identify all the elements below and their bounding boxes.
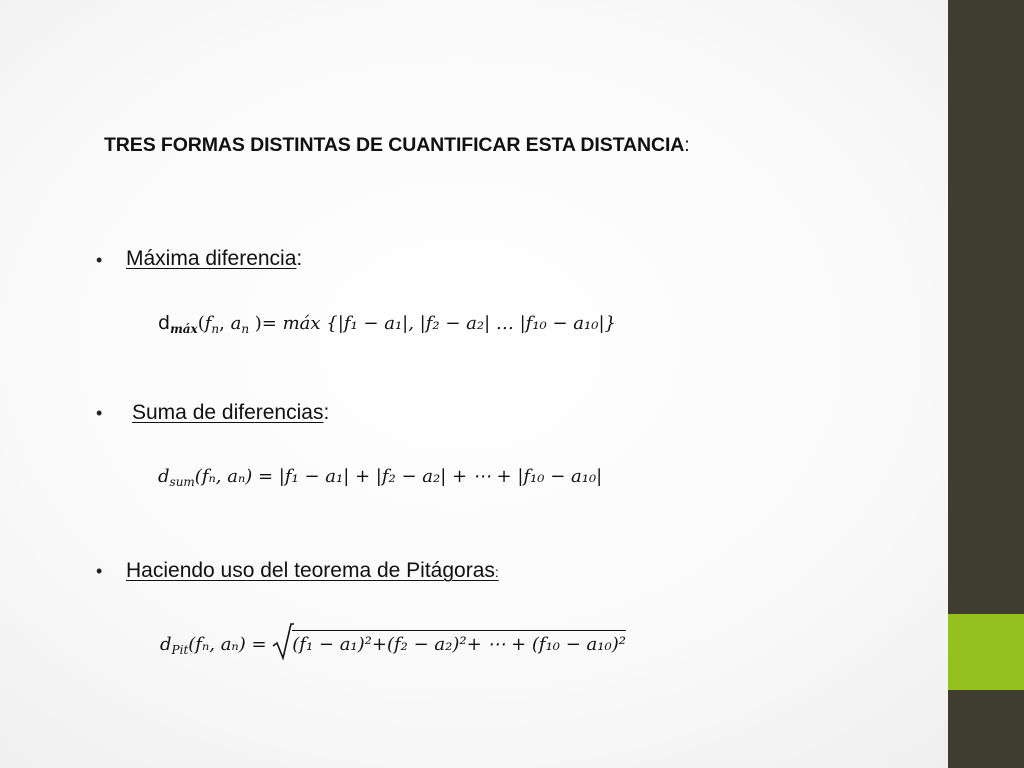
- formula-maxima-paren: (: [197, 313, 205, 334]
- accent-block: [948, 614, 1024, 690]
- bullet-suma: •: [96, 403, 103, 423]
- formula-suma-sub: sum: [169, 475, 195, 489]
- formula-pitagoras-radicand: (f₁ − a₁)²+(f₂ − a₂)²+ ⋯ + (f₁₀ − a₁₀)²: [292, 634, 626, 655]
- item-pitagoras: [126, 559, 499, 583]
- item-maxima-title: Máxima diferencia: [126, 247, 297, 270]
- formula-maxima-body: {|f₁ − a₁|, |f₂ − a₂| … |f₁₀ − a₁₀|}: [326, 313, 616, 334]
- formula-maxima-sub: máx: [170, 322, 198, 336]
- item-suma-suffix: :: [323, 401, 330, 424]
- formula-maxima-d: d: [158, 312, 171, 334]
- item-pitagoras-title: Haciendo uso del teorema de Pitágoras: [126, 559, 495, 582]
- item-maxima-diferencia: [126, 247, 302, 271]
- formula-pitagoras: [160, 630, 626, 655]
- formula-pitagoras-lhs: (fₙ, aₙ) =: [188, 634, 273, 655]
- formula-suma: [158, 466, 602, 487]
- formula-maxima-f: f: [204, 313, 212, 334]
- formula-pitagoras-d: d: [160, 634, 172, 655]
- bullet-pitagoras: •: [96, 561, 103, 581]
- formula-pitagoras-sub: Pit: [171, 643, 189, 657]
- item-suma-diferencias: [132, 401, 329, 425]
- formula-maxima-comma: ,: [219, 313, 231, 334]
- heading-colon: :: [684, 134, 690, 156]
- formula-maxima-a: a: [230, 313, 242, 334]
- item-suma-title: Suma de diferencias: [132, 401, 324, 424]
- formula-maxima: [158, 312, 616, 334]
- bullet-maxima: •: [96, 250, 103, 270]
- formula-suma-d: d: [158, 466, 170, 487]
- item-maxima-suffix: :: [296, 247, 303, 270]
- radical-sign-icon: [272, 622, 294, 662]
- square-root: [272, 630, 626, 655]
- formula-maxima-func: máx: [276, 313, 327, 334]
- item-pitagoras-suffix: :: [494, 564, 499, 580]
- formula-maxima-fsub: n: [211, 322, 220, 336]
- heading-text: TRES FORMAS DISTINTAS DE CUANTIFICAR ESTA DISTANCIA: [104, 134, 685, 156]
- formula-suma-body: (fₙ, aₙ) = |f₁ − a₁| + |f₂ − a₂| + ⋯ + |f₁₀ − a₁₀|: [194, 466, 603, 487]
- formula-maxima-asub: n: [241, 322, 250, 336]
- formula-maxima-eq: )=: [249, 313, 277, 334]
- slide-heading: [104, 134, 690, 157]
